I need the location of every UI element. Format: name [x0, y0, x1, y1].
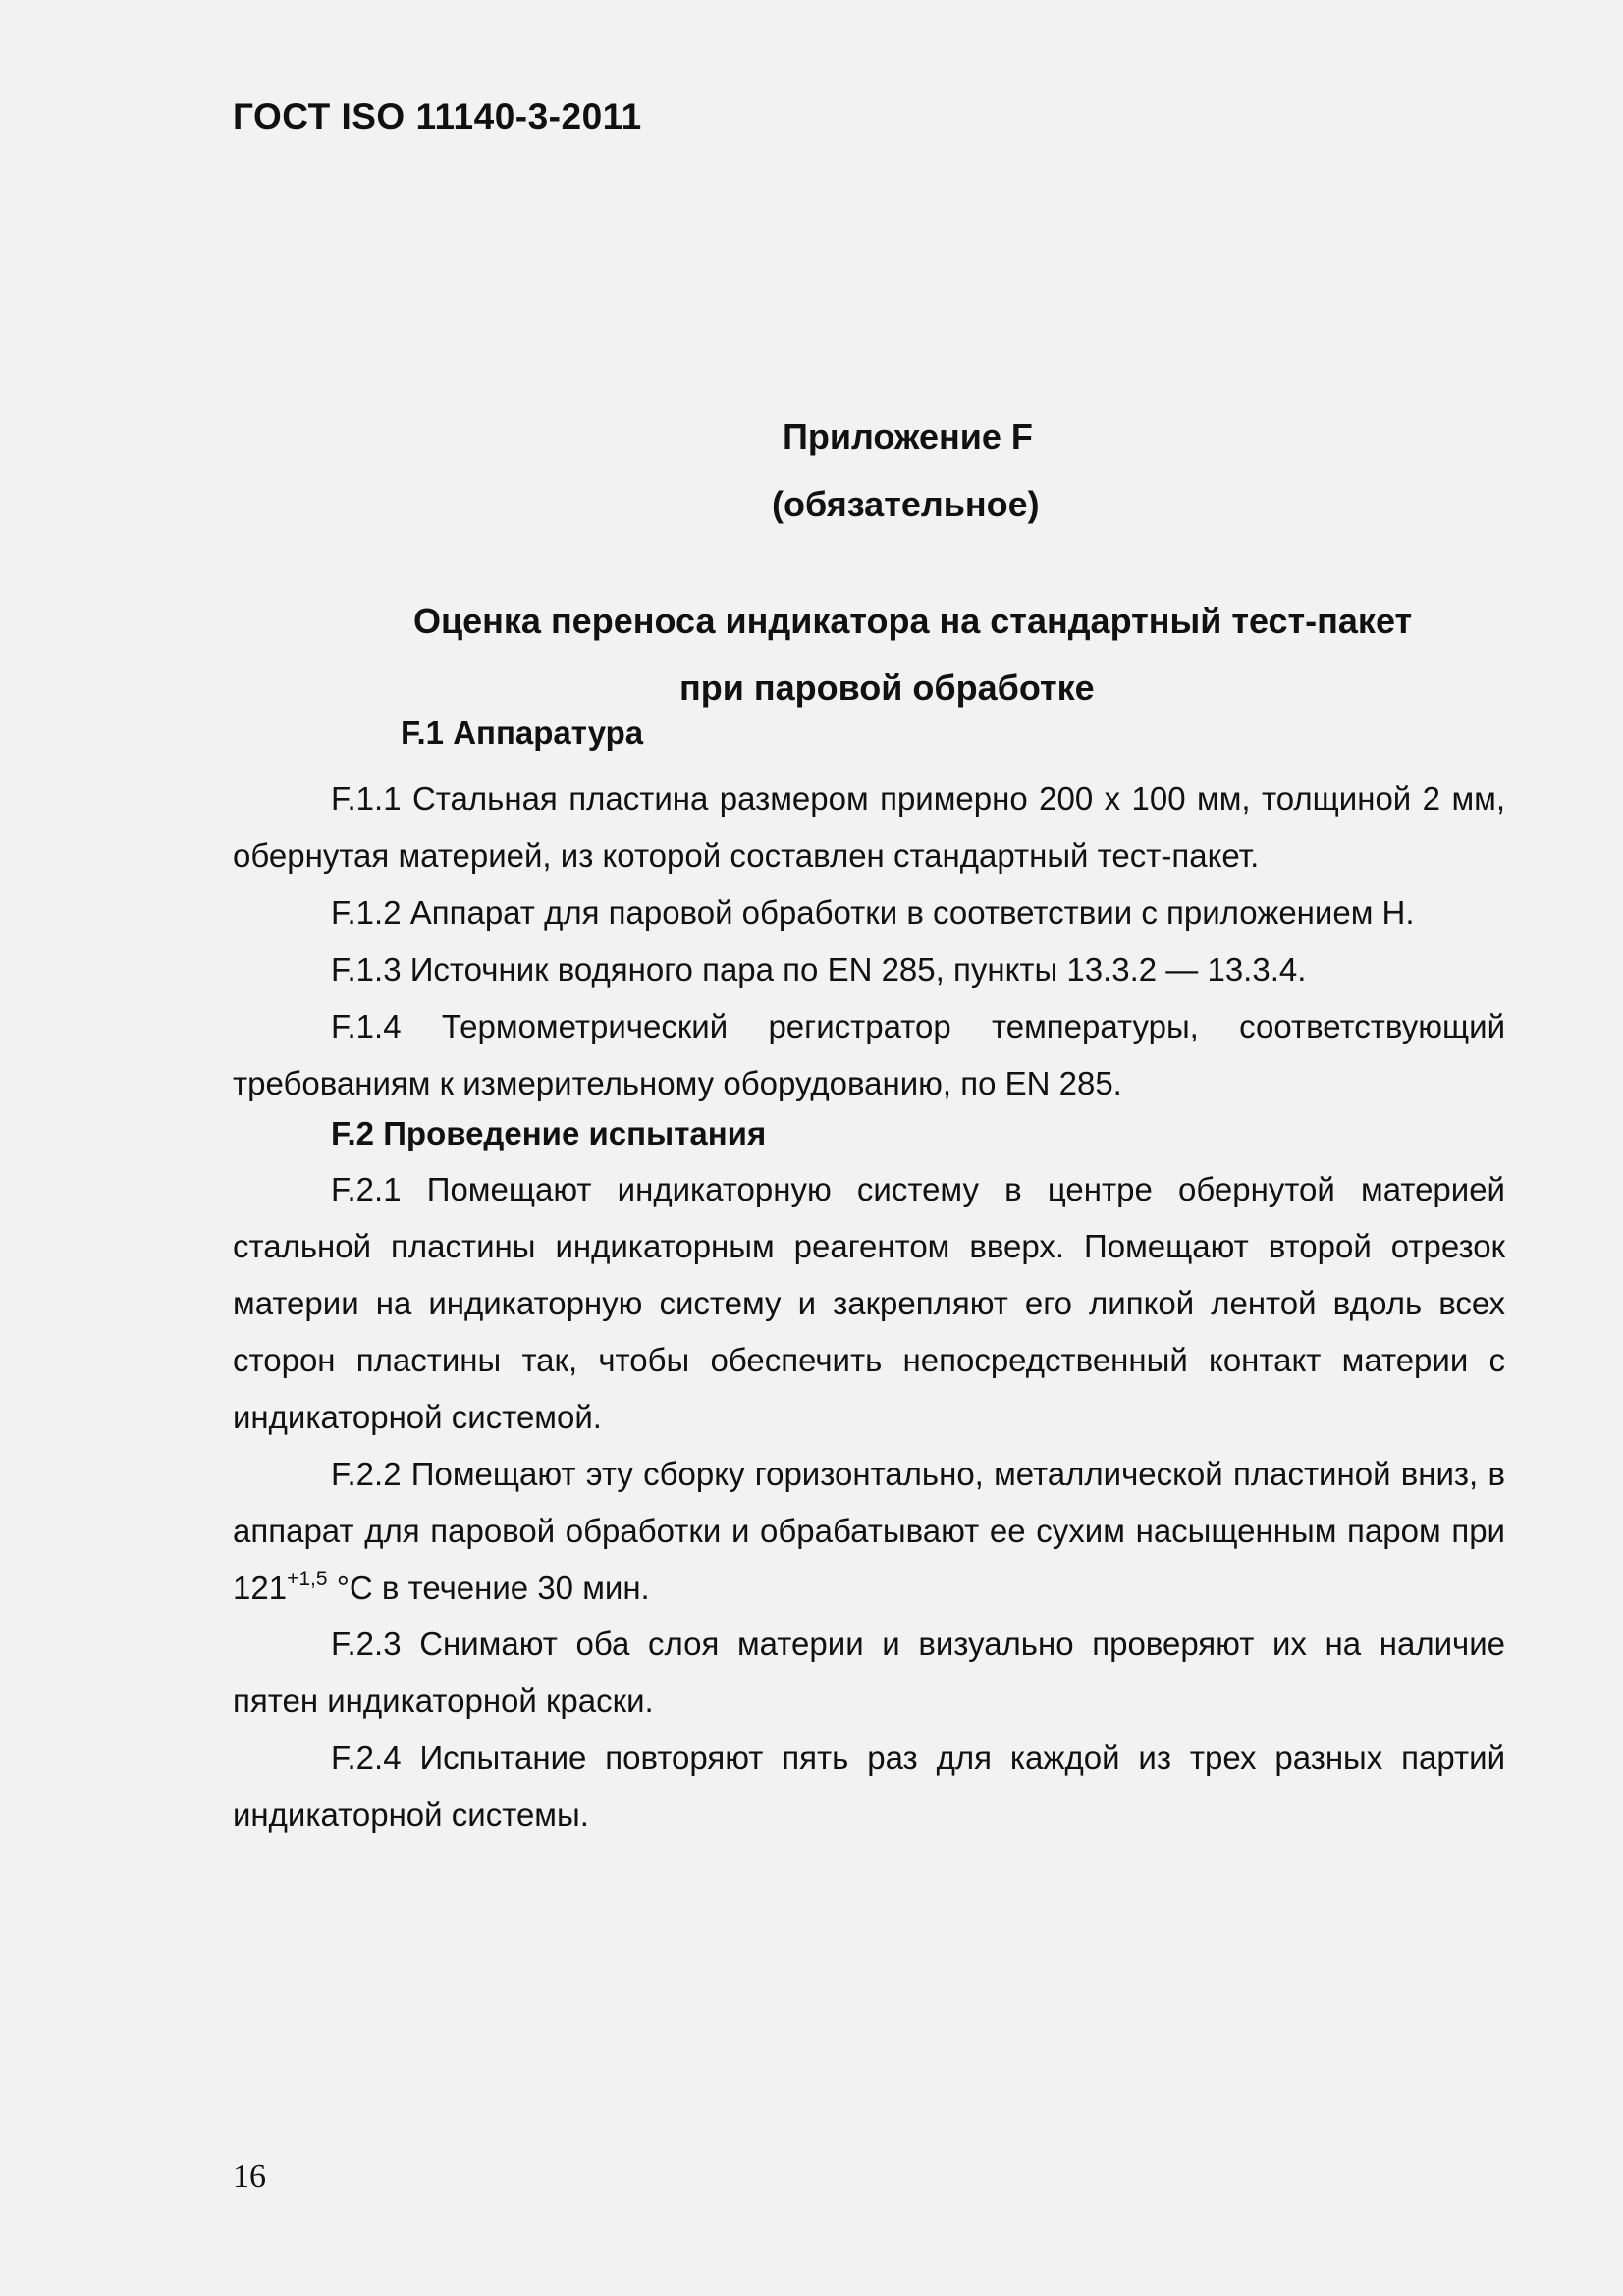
paragraph-f2-3: F.2.3 Снимают оба слоя материи и визуально проверяют их на наличие пятен индикаторной краски. — [233, 1626, 1505, 1719]
appendix-title: Приложение F — [783, 416, 1033, 456]
paragraph-f2-4: F.2.4 Испытание повторяют пять раз для каждой из трех разных партий индикаторной системы. — [233, 1739, 1505, 1833]
temperature-tolerance: +1,5 — [287, 1568, 328, 1590]
paragraph-f2-2 — [233, 1446, 1505, 1617]
appendix-status: (обязательное) — [772, 484, 1040, 524]
paragraph-f2-2-text: F.2.2 Помещают эту сборку горизонтально, металлической пластиной вниз, в аппарат для паровой обработки и обрабатывают ее сухим насыщенным паром при 121 — [233, 1456, 1505, 1606]
appendix-heading-line2: при паровой обработке — [679, 667, 1095, 708]
paragraph-f2-2-tail: °С в течение 30 мин. — [327, 1570, 650, 1606]
paragraph-f1-4: F.1.4 Термометрический регистратор температуры, соответствующий требованиям к измерительному оборудованию, по EN 285. — [233, 1008, 1505, 1101]
section-f2-heading: F.2 Проведение испытания — [331, 1115, 767, 1151]
paragraph-f1-2: F.1.2 Аппарат для паровой обработки в соответствии с приложением Н. — [331, 894, 1415, 931]
appendix-heading-line1: Оценка переноса индикатора на стандартный тест-пакет — [413, 601, 1413, 641]
section-f1-heading: F.1 Аппаратура — [401, 715, 644, 751]
paragraph-f1-3: F.1.3 Источник водяного пара по EN 285, пункты 13.3.2 — 13.3.4. — [331, 951, 1307, 988]
document-code: ГОСТ ISO 11140-3-2011 — [233, 96, 642, 136]
page-number: 16 — [233, 2159, 266, 2195]
paragraph-f1-1: F.1.1 Стальная пластина размером примерно 200 х 100 мм, толщиной 2 мм, обернутая материей, из которой составлен стандартный тест-пакет. — [233, 780, 1505, 874]
paragraph-f2-1: F.2.1 Помещают индикаторную систему в центре обернутой материей стальной пластины индикаторным реагентом вверх. Помещают второй отрезок материи на индикаторную систему и закрепляют его липкой лентой вдоль всех сторон пластины так, чтобы обеспечить непосредственный контакт материи с индикаторной системой. — [233, 1171, 1505, 1435]
